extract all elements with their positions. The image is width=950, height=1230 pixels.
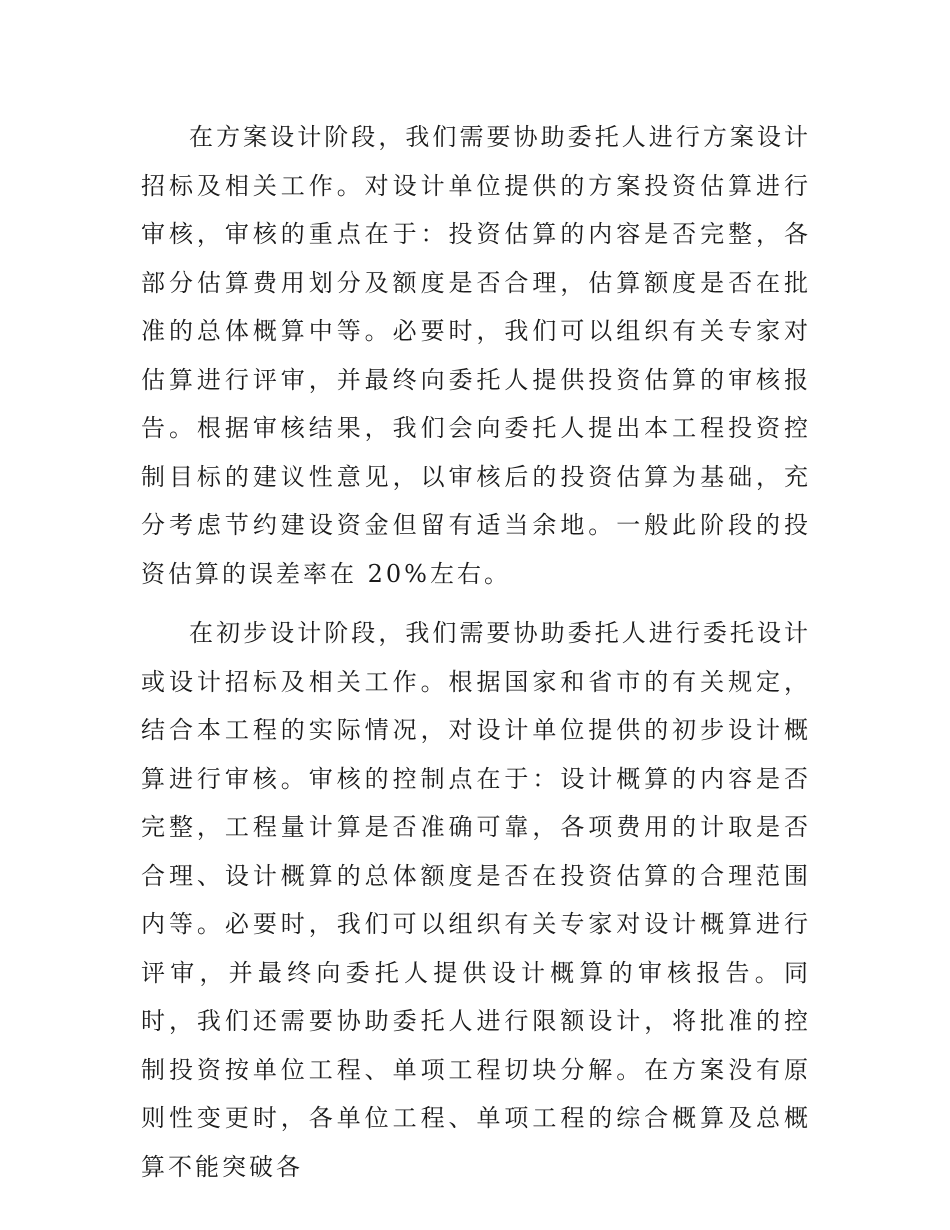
paragraph-text: 在方案设计阶段，我们需要协助委托人进行方案设计招标及相关工作。对设计单位提供的方案投资估算进行审核，审核的重点在于：投资估算的内容是否完整，各部分估算费用划分及额度是否合理，估算额度是否在批准的总体概算中等。必要时，我们可以组织有关专家对估算进行评审，并最终向委托人提供投资估算的审核报告。根据审核结果，我们会向委托人提出本工程投资控制目标的建议性意见，以审核后的投资估算为基础，充分考虑节约建设资金但留有适当余地。一般此阶段的投资估算的误差率在 20%左右。	[141, 123, 811, 588]
paragraph-scheme-design	[141, 113, 811, 598]
paragraph-text: 在初步设计阶段，我们需要协助委托人进行委托设计或设计招标及相关工作。根据国家和省市的有关规定，结合本工程的实际情况，对设计单位提供的初步设计概算进行审核。审核的控制点在于：设计概算的内容是否完整，工程量计算是否准确可靠，各项费用的计取是否合理、设计概算的总体额度是否在投资估算的合理范围内等。必要时，我们可以组织有关专家对设计概算进行评审，并最终向委托人提供设计概算的审核报告。同时，我们还需要协助委托人进行限额设计，将批准的控制投资按单位工程、单项工程切块分解。在方案没有原则性变更时，各单位工程、单项工程的综合概算及总概算不能突破各	[141, 619, 811, 1181]
paragraph-preliminary-design	[141, 609, 811, 1191]
